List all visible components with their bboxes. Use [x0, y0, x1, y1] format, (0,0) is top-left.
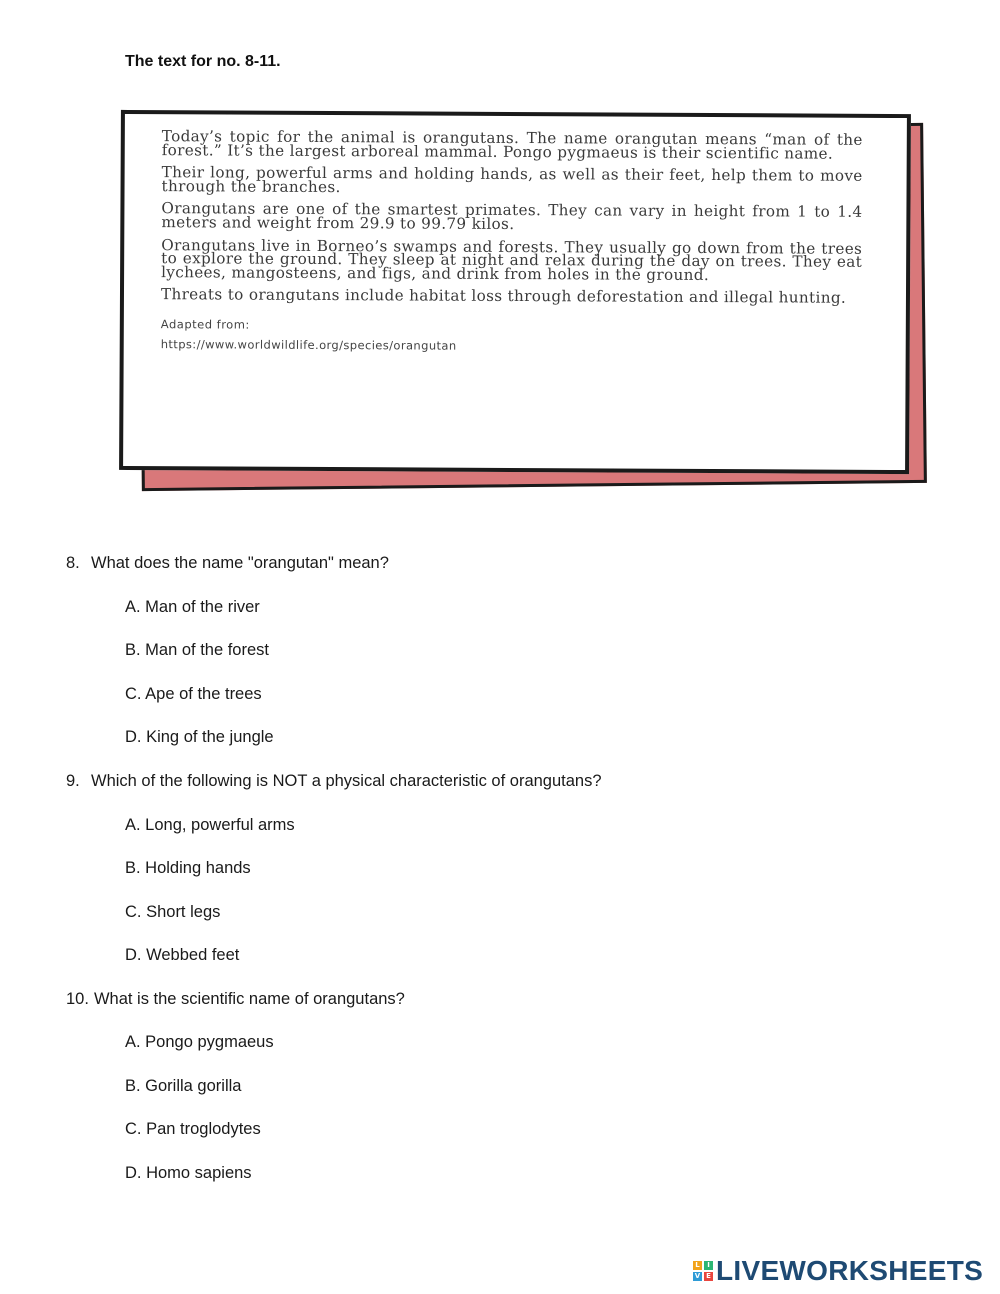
- question-10: [66, 990, 405, 1009]
- logo-grid-cell: L: [693, 1261, 702, 1270]
- passage-paragraph: Threats to orangutans include habitat loss through deforestation and illegal hunting.: [160, 285, 847, 308]
- question-number: 10.: [66, 990, 89, 1008]
- passage-paragraph: Orangutans are one of the smartest primates. They can vary in height from 1 to 1.4 meters and weight from 29.9 to 99.79 kilos.: [161, 199, 863, 233]
- question-10-option-d[interactable]: D. Homo sapiens: [125, 1164, 252, 1182]
- question-9-option-d[interactable]: D. Webbed feet: [125, 946, 240, 964]
- logo-text: LIVEWORKSHEETS: [716, 1255, 984, 1286]
- logo-grid-cell: I: [704, 1261, 713, 1270]
- question-text: Which of the following is NOT a physical characteristic of orangutans?: [91, 772, 602, 790]
- question-8-option-c[interactable]: C. Ape of the trees: [125, 685, 262, 703]
- logo-grid-cell: V: [694, 1272, 701, 1280]
- question-text: What does the name "orangutan" mean?: [91, 554, 389, 572]
- question-8-option-b[interactable]: B. Man of the forest: [125, 641, 269, 659]
- question-10-option-b[interactable]: B. Gorilla gorilla: [125, 1077, 242, 1095]
- source-url: https://www.worldwildlife.org/species/orangutan: [160, 337, 457, 353]
- adapted-from-label: Adapted from:: [160, 317, 250, 332]
- question-8: [66, 554, 389, 573]
- question-number: 8.: [66, 554, 80, 572]
- passage-paragraph: Their long, powerful arms and holding hands, as well as their feet, help them to move through the branches.: [161, 163, 863, 196]
- question-10-option-a[interactable]: A. Pongo pygmaeus: [125, 1033, 274, 1051]
- passage-card: [119, 110, 911, 474]
- liveworksheets-logo[interactable]: [693, 1255, 983, 1287]
- logo-grid-icon: [693, 1261, 713, 1281]
- passage-paragraph: Orangutans live in Borneo’s swamps and forests. They usually go down from the trees to explore the ground. They sleep at night and relax during the day on trees. They eat lychees, mangosteens, and figs, and drink from holes in the ground.: [161, 235, 863, 284]
- question-number: 9.: [66, 772, 80, 790]
- question-9-option-c[interactable]: C. Short legs: [125, 903, 221, 921]
- question-9: [66, 772, 602, 791]
- question-text: What is the scientific name of orangutans?: [93, 990, 405, 1008]
- question-10-option-c[interactable]: C. Pan troglodytes: [125, 1120, 261, 1138]
- passage-paragraph: Today’s topic for the animal is orangutans. The name orangutan means “man of the forest.” It’s the largest arboreal mammal. Pongo pygmaeus is their scientific name.: [161, 127, 863, 163]
- question-9-option-a[interactable]: A. Long, powerful arms: [125, 816, 295, 834]
- question-8-option-a[interactable]: A. Man of the river: [125, 598, 260, 616]
- question-8-option-d[interactable]: D. King of the jungle: [125, 728, 274, 746]
- question-9-option-b[interactable]: B. Holding hands: [125, 859, 251, 877]
- passage-heading: The text for no. 8-11.: [125, 53, 281, 70]
- logo-grid-cell: E: [704, 1272, 713, 1281]
